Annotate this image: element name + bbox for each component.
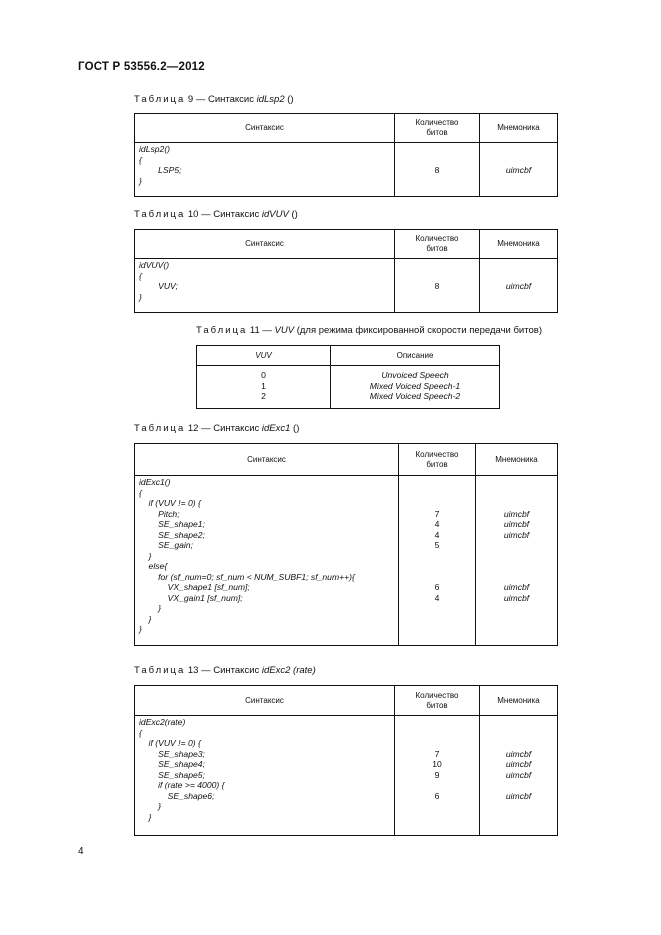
table13 [134, 685, 558, 836]
table12-bits-line [399, 561, 475, 572]
table12-bits [399, 476, 476, 646]
table11-caption-text: 11 — [249, 325, 275, 336]
table12-code-line: } [139, 550, 152, 561]
table10-mnemonics-line [480, 292, 557, 303]
table13-mnemonics-line: uimcbf [505, 790, 532, 801]
table12-mnemonics-line: uimcbf [503, 582, 530, 592]
table11-descriptions-line: Unvoiced Speech [381, 370, 449, 380]
table9-mnemonics-line [480, 155, 557, 166]
table12-code-line: } [139, 624, 142, 634]
table9-code-line: { [139, 154, 142, 165]
table9-header-mnemonic: Мнемоника [480, 114, 558, 143]
table12-mnemonics-line [476, 561, 557, 572]
table9-code-line: } [139, 175, 142, 186]
table12 [134, 443, 558, 646]
table12-mnemonics-line [476, 603, 557, 614]
table12-caption [134, 423, 299, 434]
table9-name: idLsp2 [256, 94, 285, 105]
table9-bits-line [395, 144, 479, 155]
table10-header-syntax: Синтаксис [135, 230, 395, 259]
table13-code-line: { [139, 727, 142, 738]
table12-code-line: } [139, 613, 152, 624]
table10-header-bits: Количество битов [395, 230, 480, 259]
table12-mnemonics-line [476, 624, 557, 635]
table11-values-line: 2 [261, 391, 266, 401]
table9-bits-line [395, 176, 479, 187]
table9-code-line: LSP5; [139, 165, 182, 175]
table13-bits-line [395, 812, 479, 823]
table10-bits-line [395, 271, 479, 282]
table12-mnemonics-line: uimcbf [503, 508, 530, 519]
table10-caption [134, 209, 298, 220]
table13-bits-line [395, 738, 479, 749]
table13-label: Таблица [134, 665, 186, 676]
table10-bits-line [395, 292, 479, 303]
table12-bits-line [399, 572, 475, 583]
table10-code-line: { [139, 270, 142, 281]
table10 [134, 229, 558, 313]
table13-header-syntax: Синтаксис [135, 686, 395, 716]
table13-code-line: SE_shape3; [139, 748, 205, 759]
table12-bits-line: 4 [434, 519, 440, 529]
table10-code-line: } [139, 291, 142, 302]
table12-code [135, 476, 399, 646]
table13-code-line: } [139, 801, 161, 811]
table13-caption [134, 665, 316, 676]
table9-mnemonics [480, 143, 558, 197]
table13-mnemonics [480, 716, 558, 836]
table13-code-line: if (VUV != 0) { [139, 738, 201, 748]
table12-mnemonics-line [476, 488, 557, 499]
table12-bits-line: 7 [434, 508, 440, 519]
table13-bits-line: 6 [434, 790, 440, 801]
table12-header-mnemonic: Мнемоника [476, 444, 558, 476]
table11-values-line: 0 [261, 370, 266, 380]
table9-bits-line: 8 [434, 165, 440, 175]
table13-header-bits: Количество битов [395, 686, 480, 716]
table12-bits-line: 5 [434, 540, 440, 550]
table12-header-bits: Количество битов [399, 444, 476, 476]
table13-mnemonics-line [480, 801, 557, 812]
table13-code-line: SE_shape5; [139, 769, 205, 780]
table13-mnemonics-line: uimcbf [505, 748, 532, 759]
table13-mnemonics-line [480, 738, 557, 749]
table9 [134, 113, 558, 197]
table12-bits-line: 4 [434, 592, 440, 603]
table13-mnemonics-line [480, 780, 557, 791]
table12-code-line: for (sf_num=0; sf_num < NUM_SUBF1; sf_num++){ [139, 571, 355, 582]
table12-mnemonics-line [476, 551, 557, 562]
table11-descriptions-line: Mixed Voiced Speech-1 [369, 380, 461, 391]
table10-name: idVUV [261, 209, 289, 220]
table13-mnemonics-line [480, 812, 557, 823]
table12-bits-line [399, 603, 475, 614]
table10-bits [395, 259, 480, 313]
table12-code-line: SE_shape1; [139, 519, 205, 529]
table13-mnemonics-line [480, 728, 557, 739]
table12-mnemonics-line: uimcbf [503, 592, 530, 603]
table12-name: idExc1 [261, 423, 291, 434]
table11-suffix: (для режима фиксированной скорости передачи битов) [294, 325, 542, 336]
table11-caption [196, 325, 542, 336]
table11-name: VUV [274, 325, 295, 336]
table12-bits-line [399, 624, 475, 635]
table12-code-line: { [139, 487, 142, 498]
table11-header-vuv: VUV [197, 346, 331, 366]
table10-label: Таблица [134, 209, 186, 220]
table13-code-line: SE_shape6; [139, 790, 215, 801]
table9-mnemonics-line [480, 176, 557, 187]
table13-bits-line: 7 [434, 748, 440, 759]
table12-code-line: idExc1() [139, 477, 171, 487]
table9-header-bits: Количество битов [395, 114, 480, 143]
table12-bits-line [399, 477, 475, 488]
table12-bits-line [399, 614, 475, 625]
table12-code-line: if (VUV != 0) { [139, 498, 201, 508]
table12-bits-line [399, 551, 475, 562]
table9-mnemonics-line: uimcbf [505, 165, 532, 175]
table9-caption [134, 94, 294, 105]
table9-mnemonics-line [480, 144, 557, 155]
table12-mnemonics [476, 476, 558, 646]
table12-header-syntax: Синтаксис [135, 444, 399, 476]
table10-mnemonics-line [480, 271, 557, 282]
table10-code [135, 259, 395, 313]
table12-mnemonics-line [476, 540, 557, 551]
table9-caption-text: 9 — Синтаксис [187, 94, 257, 105]
table9-suffix: () [284, 94, 294, 105]
table12-code-line: Pitch; [139, 508, 180, 519]
table13-bits-line [395, 728, 479, 739]
table13-caption-text: 13 — Синтаксис [187, 665, 262, 676]
table13-bits-line [395, 780, 479, 791]
table12-label: Таблица [134, 423, 186, 434]
table12-bits-line [399, 488, 475, 499]
table12-code-line: else{ [139, 561, 168, 571]
table9-code-line: idLsp2() [139, 144, 171, 154]
table12-code-line: SE_gain; [139, 540, 193, 550]
table9-bits-line [395, 155, 479, 166]
table10-mnemonics-line [480, 260, 557, 271]
table12-mnemonics-line [476, 477, 557, 488]
table9-header-syntax: Синтаксис [135, 114, 395, 143]
table12-bits-line: 4 [434, 529, 440, 540]
table13-code-line: if (rate >= 4000) { [139, 780, 225, 790]
table13-bits [395, 716, 480, 836]
table13-code-line: SE_shape4; [139, 759, 205, 769]
table12-code-line: VX_gain1 [sf_num]; [139, 592, 243, 603]
table12-code-line: VX_shape1 [sf_num]; [139, 582, 250, 592]
table13-code-line: idExc2(rate) [139, 717, 186, 727]
table12-mnemonics-line: uimcbf [503, 529, 530, 540]
table13-header-mnemonic: Мнемоника [480, 686, 558, 716]
table13-bits-line: 10 [432, 759, 442, 769]
table9-bits [395, 143, 480, 197]
table11-descriptions-line: Mixed Voiced Speech-2 [369, 391, 461, 401]
table10-bits-line: 8 [434, 281, 440, 291]
table10-code-line: VUV; [139, 281, 179, 291]
table12-code-line: SE_shape2; [139, 529, 205, 540]
table10-bits-line [395, 260, 479, 271]
table12-mnemonics-line: uimcbf [503, 519, 530, 529]
table13-bits-line [395, 801, 479, 812]
table10-header-mnemonic: Мнемоника [480, 230, 558, 259]
table13-code [135, 716, 395, 836]
table11-values [197, 366, 331, 409]
table13-bits-line [395, 717, 479, 728]
document-title: ГОСТ Р 53556.2—2012 [78, 61, 205, 73]
table10-caption-text: 10 — Синтаксис [187, 209, 262, 220]
table11-header-description: Описание [331, 346, 500, 366]
table11-descriptions [331, 366, 500, 409]
table10-suffix: () [288, 209, 298, 220]
table10-mnemonics [480, 259, 558, 313]
table10-code-line: idVUV() [139, 260, 170, 270]
table12-mnemonics-line [476, 614, 557, 625]
table13-mnemonics-line [480, 717, 557, 728]
table12-mnemonics-line [476, 498, 557, 509]
table12-code-line: } [139, 603, 161, 613]
table12-bits-line [399, 498, 475, 509]
table9-code [135, 143, 395, 197]
table9-label: Таблица [134, 94, 186, 105]
table11-values-line: 1 [261, 380, 266, 391]
table12-mnemonics-line [476, 572, 557, 583]
table11-label: Таблица [196, 325, 248, 336]
table10-mnemonics-line: uimcbf [505, 281, 532, 291]
table12-bits-line: 6 [434, 582, 440, 592]
table12-caption-text: 12 — Синтаксис [187, 423, 262, 434]
table13-mnemonics-line: uimcbf [505, 769, 532, 780]
table13-bits-line: 9 [434, 769, 440, 780]
table13-mnemonics-line: uimcbf [505, 759, 532, 769]
table11 [196, 345, 500, 409]
page-number: 4 [78, 846, 84, 857]
table12-suffix: () [290, 423, 300, 434]
table13-name: idExc2 (rate) [261, 665, 316, 676]
table13-code-line: } [139, 811, 152, 822]
